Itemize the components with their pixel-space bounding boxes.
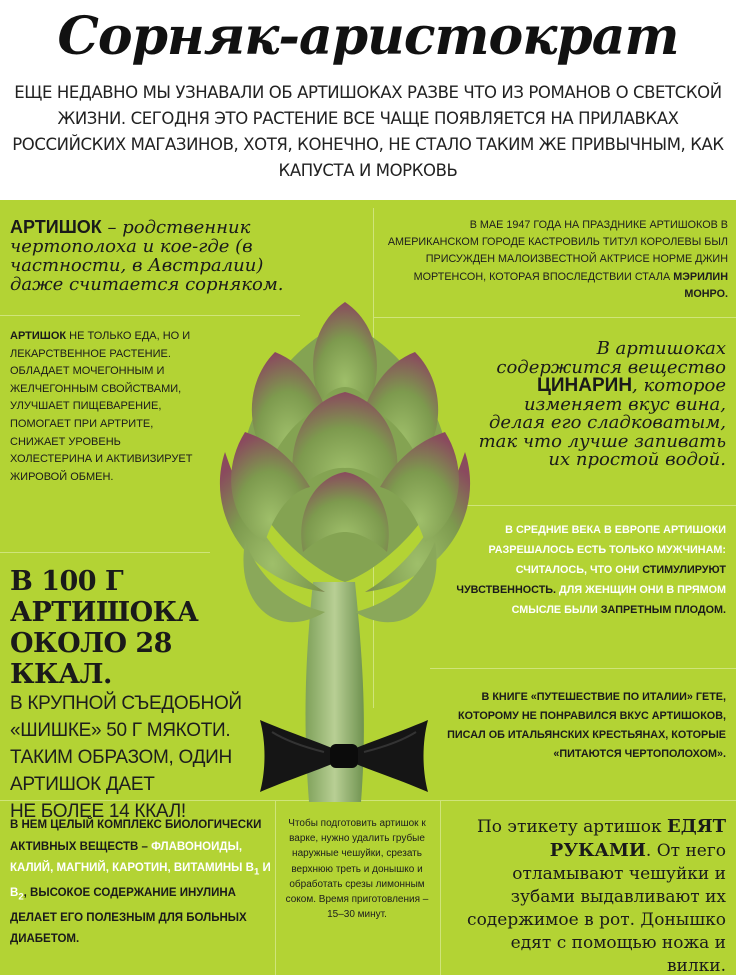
cynarin-bold: ЦИНАРИН <box>537 375 633 396</box>
fact-complex <box>10 815 280 951</box>
etiquette-text-1: По этикету артишок <box>476 817 667 837</box>
fact-cynarin <box>470 340 726 470</box>
complex-text-1: В НЕМ ЦЕЛЫЙ КОМПЛЕКС БИОЛОГИЧЕСКИ АКТИВНЫХ ВЕЩЕСТВ – <box>10 819 262 853</box>
monroe-text: В МАЕ 1947 ГОДА НА ПРАЗДНИКЕ АРТИШОКОВ В АМЕРИКАНСКОМ ГОРОДЕ КАСТРОВИЛЬ ТИТУЛ КОРОЛЕВЫ БЫЛ ПРИСУЖДЕН МАЛОИЗВЕСТНОЙ АКТРИСЕ НОРМЕ ДЖИН МОРТЕНСОН, КОТОРАЯ ВПОСЛЕДСТВИИ СТАЛА <box>387 219 728 283</box>
cynarin-text-2: , которое изменяет вкус вина, делая его сладковатым, так что лучше запивать их простой водой. <box>478 375 726 470</box>
calories-sub-1: В КРУПНОЙ СЪЕДОБНОЙ <box>10 693 242 714</box>
middle-ages-w2: ДЛЯ ЖЕНЩИН ОНИ В ПРЯМОМ СМЫСЛЕ БЫЛИ <box>511 584 726 616</box>
intro-text: ЕЩЕ НЕДАВНО МЫ УЗНАВАЛИ ОБ АРТИШОКАХ РАЗВЕ ЧТО ИЗ РОМАНОВ О СВЕТСКОЙ ЖИЗНИ. СЕГОДНЯ ЭТО РАСТЕНИЕ ВСЕ ЧАЩЕ ПОЯВЛЯЕТСЯ НА ПРИЛАВКАХ РОССИЙСКИХ МАГАЗИНОВ, ХОТЯ, КОНЕЧНО, НЕ СТАЛО ТАКИМ ЖЕ ПРИВЫЧНЫМ, КАК КАПУСТА И МОРКОВЬ <box>12 83 724 180</box>
divider-bottom-v2 <box>440 800 441 975</box>
calories-sub-3: ТАКИМ ОБРАЗОМ, ОДИН <box>10 747 232 768</box>
fact-relative-text: – родственник чертополоха и кое-где (в частности, в Австралии) даже считается сорняком. <box>10 217 284 295</box>
etiquette-bold: ЕДЯТ РУКАМИ <box>549 816 726 861</box>
complex-white-2: И B <box>10 862 271 899</box>
complex-white-1: ФЛАВОНОИДЫ, КАЛИЙ, МАГНИЙ, КАРОТИН, ВИТАМИНЫ B <box>10 840 254 874</box>
middle-ages-d1: СТИМУЛИРУЮТ ЧУВСТВЕННОСТЬ. <box>456 564 726 596</box>
fact-medical-lead: АРТИШОК <box>10 330 67 342</box>
divider-left-2 <box>0 552 210 553</box>
calories-sub-5: НЕ БОЛЕЕ 14 ККАЛ! <box>10 801 186 822</box>
page-title: Сорняк-аристократ <box>57 6 679 67</box>
etiquette-text-2: . От него отламывают чешуйки и зубами выдавливают их содержимое в рот. Донышко едят с помощью ножа и вилки. <box>467 841 726 975</box>
bow-tie-icon <box>258 712 430 798</box>
fact-medical-text: НЕ ТОЛЬКО ЕДА, НО И ЛЕКАРСТВЕННОЕ РАСТЕНИЕ. ОБЛАДАЕТ МОЧЕГОННЫМ И ЖЕЛЧЕГОННЫМ СВОЙСТВАМИ, УЛУЧШАЕТ ПИЩЕВАРЕНИЕ, ПОМОГАЕТ ПРИ АРТРИТЕ, СНИЖАЕТ УРОВЕНЬ ХОЛЕСТЕРИНА И АКТИВИЗИРУЕТ ЖИРОВОЙ ОБМЕН. <box>10 330 193 483</box>
fact-cooking: Чтобы подготовить артишок к варке, нужно удалить грубые наружные чешуйки, срезать верхнюю треть и донышко и обработать срезы лимонным соком. Время приготовления – 15–30 минут. <box>285 818 429 921</box>
calories-line-3: ОКОЛО 28 ККАЛ. <box>10 628 172 690</box>
calories-sub-2: «ШИШКЕ» 50 Г МЯКОТИ. <box>10 720 231 741</box>
header <box>0 0 736 200</box>
fact-etiquette <box>448 815 726 975</box>
complex-sub-1: 1 <box>253 866 260 878</box>
cynarin-text-1: В артишоках содержится вещество <box>496 338 726 378</box>
monroe-bold: МЭРИЛИН МОНРО. <box>673 270 728 300</box>
complex-text-2: , ВЫСОКОЕ СОДЕРЖАНИЕ ИНУЛИНА ДЕЛАЕТ ЕГО ПОЛЕЗНЫМ ДЛЯ БОЛЬНЫХ ДИАБЕТОМ. <box>10 886 247 946</box>
complex-sub-2: 2 <box>18 891 24 903</box>
calories-line-2: АРТИШОКА <box>10 597 199 628</box>
fact-medical <box>10 328 200 486</box>
fact-goethe: В КНИГЕ «ПУТЕШЕСТВИЕ ПО ИТАЛИИ» ГЕТЕ, КОТОРОМУ НЕ ПОНРАВИЛСЯ ВКУС АРТИШОКОВ, ПИСАЛ ОБ ИТАЛЬЯНСКИХ КРЕСТЬЯНАХ, КОТОРЫЕ «ПИТАЮТСЯ ЧЕРТОПОЛОХОМ». <box>447 691 726 760</box>
middle-ages-d2: ЗАПРЕТНЫМ ПЛОДОМ. <box>600 604 726 616</box>
middle-ages-w1: В СРЕДНИЕ ВЕКА В ЕВРОПЕ АРТИШОКИ РАЗРЕШАЛОСЬ ЕСТЬ ТОЛЬКО МУЖЧИНАМ: СЧИТАЛОСЬ, ЧТО ОНИ <box>488 524 726 576</box>
fact-relative-lead: АРТИШОК <box>10 217 102 237</box>
calories-line-1: В 100 Г <box>10 566 124 597</box>
calories-sub-4: АРТИШОК ДАЕТ <box>10 774 155 795</box>
